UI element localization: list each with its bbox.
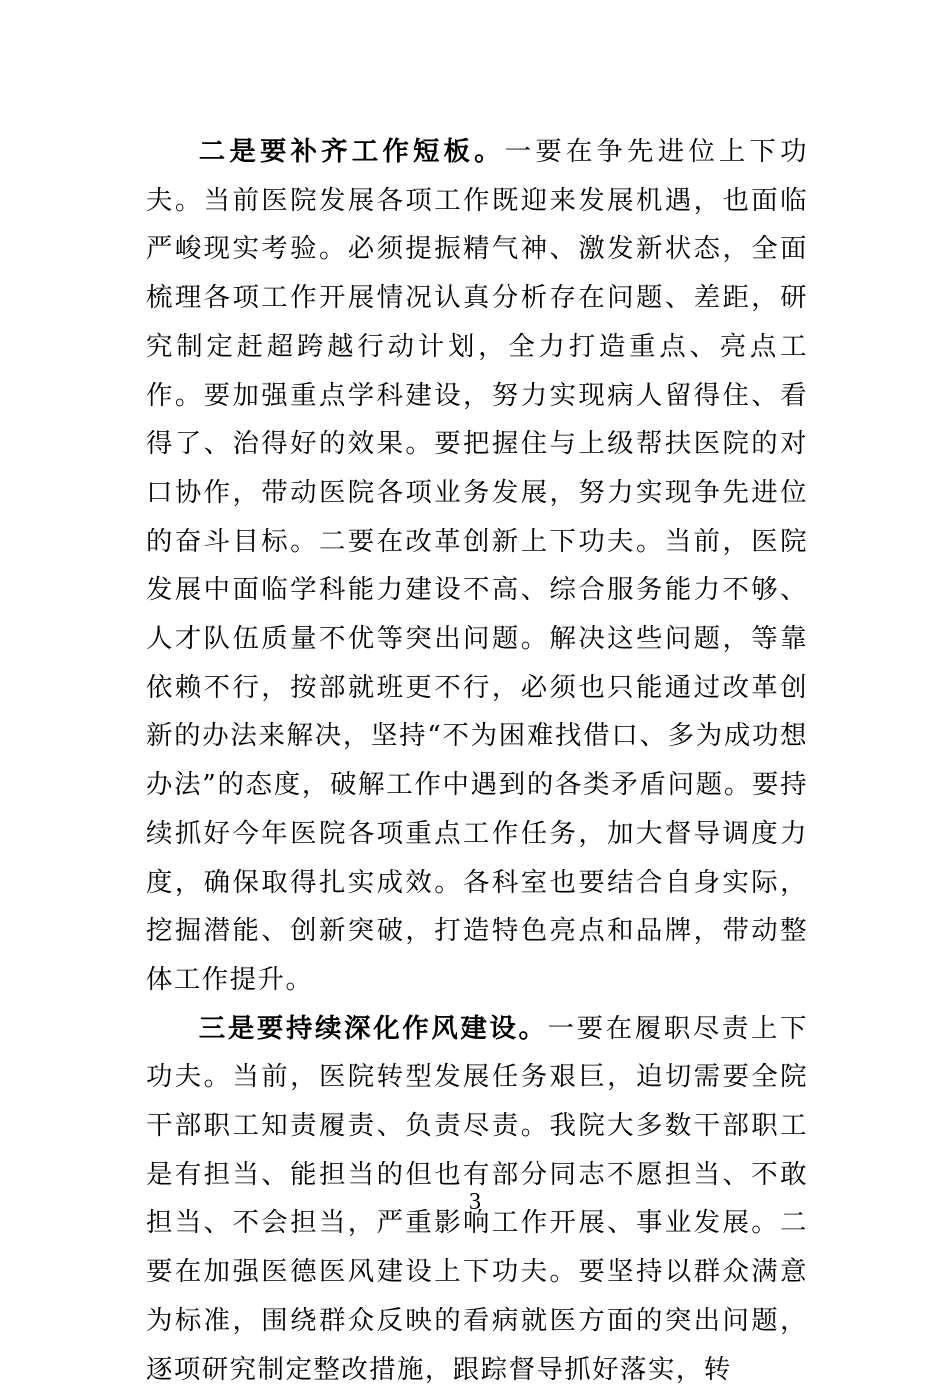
paragraph-1-lead: 二是要补齐工作短板。 [198,136,505,167]
paragraph-2-body: 一要在履职尽责上下功夫。当前，医院转型发展任务艰巨，迫切需要全院干部职工知责履责、负责尽责。我院大多数干部职工是有担当、能担当的但也有部分同志不愿担当、不敢担当、不会担当，严重影响工作开展、事业发展。二要在加强医德医风建设上下功夫。要坚持以群众满意为标准，围绕群众反映的看病就医方面的突出问题，逐项研究制定整改措施，跟踪督导抓好落实，转 [146,1012,809,1385]
paragraph-2-lead: 三是要持续深化作风建设。 [198,1012,548,1044]
page-number: 3 [469,1189,481,1215]
paragraph-1 [146,128,808,1005]
paragraph-1-body: 一要在争先进位上下功夫。当前医院发展各项工作既迎来发展机遇，也面临严峻现实考验。必须提振精气神、激发新状态，全面梳理各项工作开展情况认真分析存在问题、差距，研究制定赶超跨越行动计划，全力打造重点、亮点工作。要加强重点学科建设，努力实现病人留得住、看得了、治得好的效果。要把握住与上级帮扶医院的对口协作，带动医院各项业务发展，努力实现争先进位的奋斗目标。二要在改革创新上下功夫。当前，医院发展中面临学科能力建设不高、综合服务能力不够、人才队伍质量不优等突出问题。解决这些问题，等靠依赖不行，按部就班更不行，必须也只能通过改革创新的办法来解决，坚持“不为困难找借口、多为成功想办法”的态度，破解工作中遇到的各类矛盾问题。要持续抓好今年医院各项重点工作任务，加大督导调度力度，确保取得扎实成效。各科室也要结合自身实际，挖掘潜能、创新突破，打造特色亮点和品牌，带动整体工作提升。 [146,136,808,995]
